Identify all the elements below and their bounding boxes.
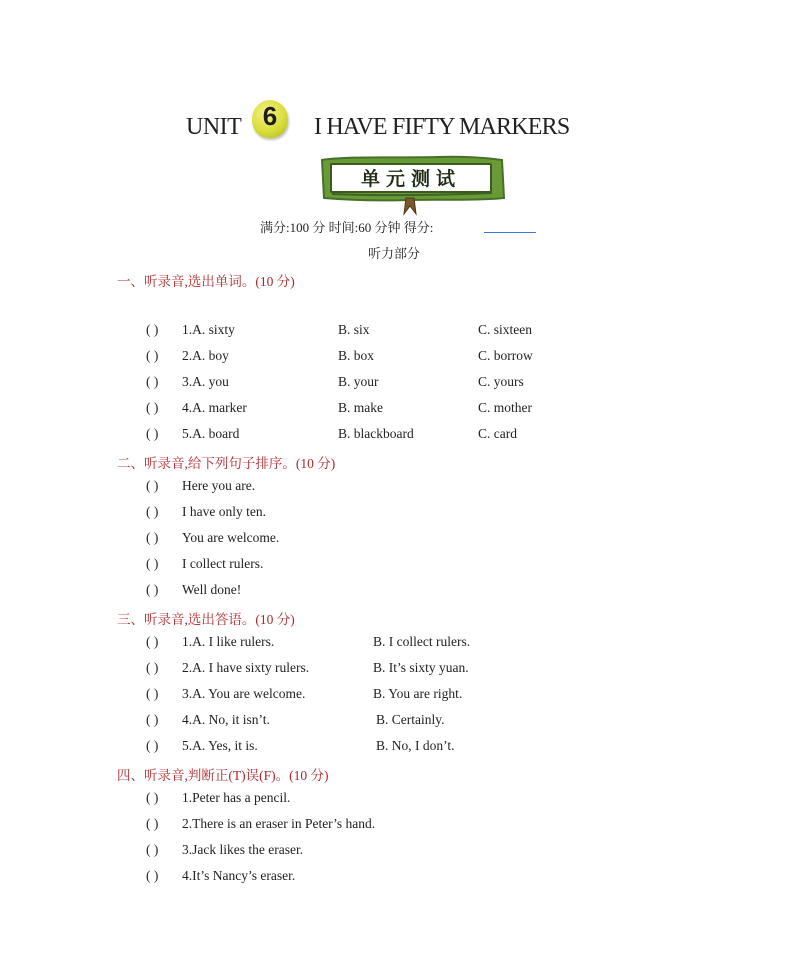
answer-blank: ( ) (146, 738, 159, 753)
option-a: 2.A. I have sixty rulers. (182, 660, 310, 675)
option-b: B. No, I don’t. (376, 738, 455, 753)
answer-blank: ( ) (146, 400, 159, 415)
option-b: B. It’s sixty yuan. (373, 660, 469, 675)
unit-label: UNIT (186, 114, 242, 140)
answer-blank: ( ) (146, 426, 159, 441)
option-a: 4.A. No, it isn’t. (182, 712, 270, 727)
option-b: B. box (338, 348, 375, 363)
answer-blank: ( ) (146, 348, 159, 363)
option-b: B. your (338, 374, 379, 389)
option-b: B. Certainly. (376, 712, 445, 727)
answer-blank: ( ) (146, 582, 159, 597)
section-heading: 二、听录音,给下列句子排序。(10 分) (117, 456, 336, 471)
answer-blank: ( ) (146, 790, 159, 805)
statement-text: 3.Jack likes the eraser. (182, 842, 304, 857)
unit-number: 6 (262, 101, 278, 131)
answer-blank: ( ) (146, 322, 159, 337)
answer-blank: ( ) (146, 504, 159, 519)
answer-blank: ( ) (146, 868, 159, 883)
option-a: 3.A. you (182, 374, 229, 389)
sentence-text: I collect rulers. (182, 556, 264, 571)
option-a: 1.A. I like rulers. (182, 634, 275, 649)
option-c: C. mother (478, 400, 532, 415)
part-title: 听力部分 (368, 246, 421, 261)
answer-blank: ( ) (146, 686, 159, 701)
answer-blank: ( ) (146, 374, 159, 389)
sentence-text: Here you are. (182, 478, 256, 493)
score-info: 满分:100 分 时间:60 分钟 得分: (260, 220, 434, 235)
answer-blank: ( ) (146, 556, 159, 571)
answer-blank: ( ) (146, 660, 159, 675)
answer-blank: ( ) (146, 712, 159, 727)
option-b: B. blackboard (338, 426, 414, 441)
option-c: C. borrow (478, 348, 533, 363)
option-c: C. sixteen (478, 322, 532, 337)
option-b: B. make (338, 400, 383, 415)
statement-text: 1.Peter has a pencil. (182, 790, 291, 805)
answer-blank: ( ) (146, 842, 159, 857)
answer-blank: ( ) (146, 530, 159, 545)
unit-title: I HAVE FIFTY MARKERS (314, 114, 570, 140)
option-a: 2.A. boy (182, 348, 229, 363)
section-heading: 一、听录音,选出单词。(10 分) (117, 274, 295, 289)
answer-blank: ( ) (146, 634, 159, 649)
option-b: B. six (338, 322, 370, 337)
option-a: 5.A. board (182, 426, 240, 441)
option-a: 1.A. sixty (182, 322, 235, 337)
score-blank (484, 232, 536, 233)
option-b: B. You are right. (373, 686, 463, 701)
option-c: C. yours (478, 374, 524, 389)
banner-label: 单元测试 (360, 168, 461, 190)
option-a: 5.A. Yes, it is. (182, 738, 258, 753)
sentence-text: I have only ten. (182, 504, 266, 519)
answer-blank: ( ) (146, 478, 159, 493)
option-c: C. card (478, 426, 517, 441)
sentence-text: Well done! (182, 582, 242, 597)
option-a: 4.A. marker (182, 400, 247, 415)
statement-text: 4.It’s Nancy’s eraser. (182, 868, 296, 883)
option-b: B. I collect rulers. (373, 634, 471, 649)
answer-blank: ( ) (146, 816, 159, 831)
sentence-text: You are welcome. (182, 530, 280, 545)
option-a: 3.A. You are welcome. (182, 686, 306, 701)
section-heading: 三、听录音,选出答语。(10 分) (117, 612, 295, 627)
statement-text: 2.There is an eraser in Peter’s hand. (182, 816, 376, 831)
section-heading: 四、听录音,判断正(T)误(F)。(10 分) (117, 768, 329, 783)
